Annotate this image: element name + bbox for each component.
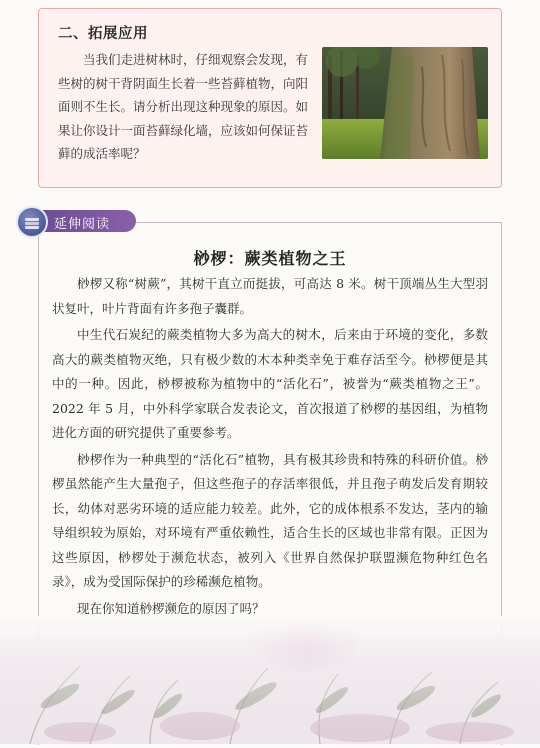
application-title: 二、拓展应用: [58, 26, 148, 42]
reading-paragraph-1: 桫椤又称“树蕨”，其树干直立而挺拔，可高达 8 米。树干顶端丛生大型羽状复叶，叶片背面有许多孢子囊群。: [52, 276, 488, 316]
fern-plants-decoration: [0, 616, 540, 744]
extended-reading-tag: [16, 206, 132, 234]
application-paragraph-block: [58, 48, 316, 166]
tree-trunk-moss-photo: [322, 47, 488, 159]
tree-photo-graphic: [322, 47, 488, 159]
book-badge-icon: [16, 206, 48, 238]
reading-body: [52, 272, 488, 623]
reading-paragraph-4: 现在你知道桫椤濒危的原因了吗？: [77, 600, 265, 616]
fern-plants-graphic: [0, 616, 540, 744]
book-icon: [18, 208, 46, 236]
application-paragraph: 当我们走进树林时，仔细观察会发现，有些树的树干背阴面生长着一些苔藓植物，向阳面则不生长。请分析出现这种现象的原因。如果让你设计一面苔藓绿化墙，应该如何保证苔藓的成活率呢？: [58, 52, 309, 161]
reading-paragraph-3: 桫椤作为一种典型的“活化石”植物，具有极其珍贵和特殊的科研价值。桫椤虽然能产生大量孢子，但这些孢子的存活率很低，并且孢子萌发后发育期较长，幼体对恶劣环境的适应能力较差。此外，它的成体根系不发达，茎内的输导组织较为原始，对环境有严重依赖性，适合生长的区域也非常有限。正因为这些原因，桫椤处于濒危状态，被列入《世界自然保护联盟濒危物种红色名录》，成为受国际保护的珍稀濒危植物。: [52, 451, 488, 589]
extended-reading-label: 延伸阅读: [54, 217, 111, 232]
reading-paragraph-2: 中生代石炭纪的蕨类植物大多为高大的树木，后来由于环境的变化，多数高大的蕨类植物灭绝，只有极少数的木本种类幸免于难存活至今。桫椤便是其中的一种。因此，桫椤被称为植物中的“活化石”，被誉为“蕨类植物之王”。2022 年 5 月，中外科学家联合发表论文，首次报道了桫椤的基因组，为植物进化方面的研究提供了重要参考。: [52, 327, 488, 440]
reading-title: 桫椤：蕨类植物之王: [193, 249, 347, 268]
